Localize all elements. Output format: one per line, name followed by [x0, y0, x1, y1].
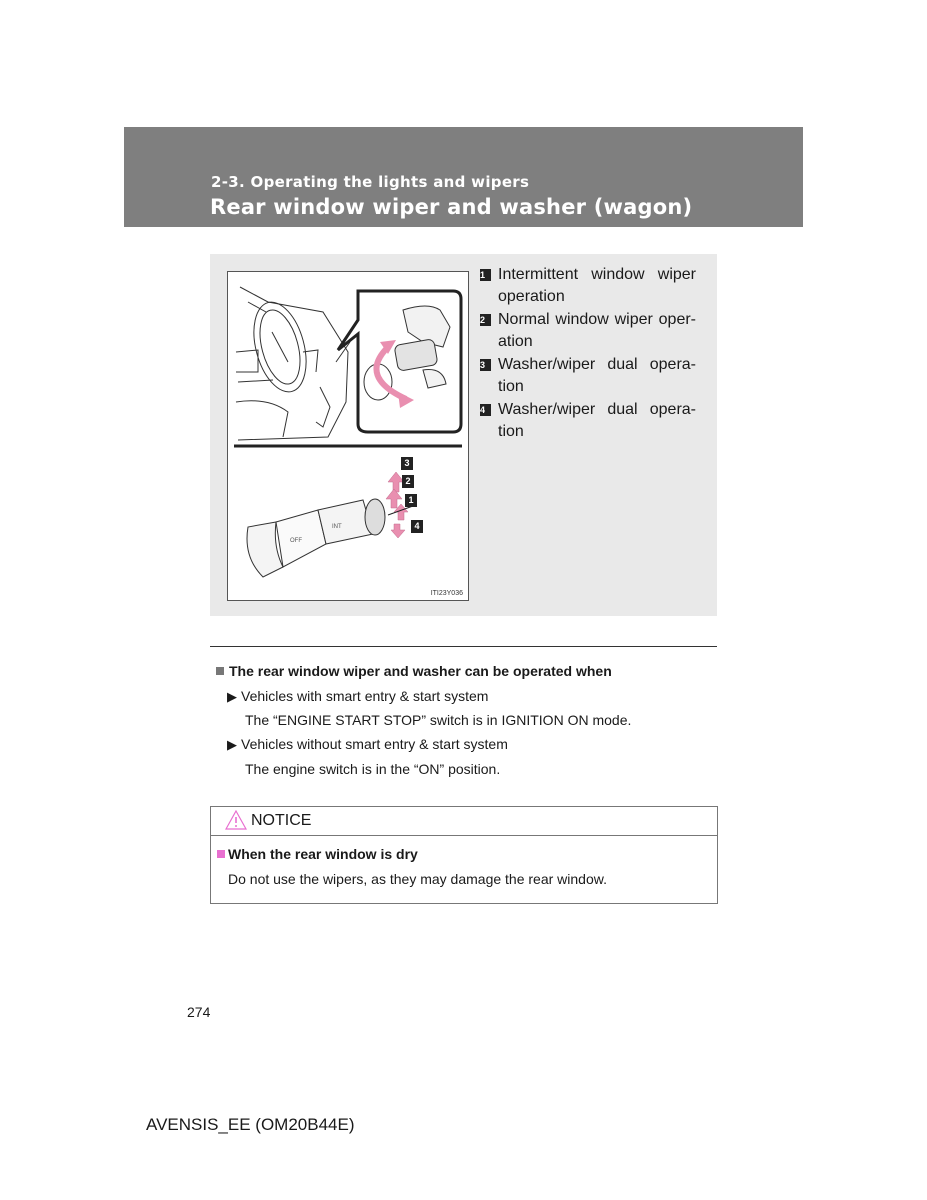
callout-4: 4 [411, 520, 423, 533]
footer-code: AVENSIS_EE (OM20B44E) [146, 1115, 355, 1134]
condition-label-text: Vehicles with smart entry & start system [241, 688, 489, 704]
triangle-bullet-icon: ▶ [227, 737, 237, 752]
step-number: 2 [480, 314, 491, 326]
condition-label [227, 688, 488, 705]
page-title: Rear window wiper and washer (wagon) [210, 195, 693, 219]
condition-label [227, 736, 508, 753]
wiper-lever-drawing [247, 499, 385, 577]
wiper-switch-illustration [227, 271, 469, 601]
callout-1: 1 [405, 494, 417, 507]
svg-text:INT: INT [332, 524, 342, 530]
step-number: 4 [480, 404, 491, 416]
step-text: Washer/wiper dual opera-tion [498, 401, 696, 440]
pink-square-icon [217, 850, 225, 858]
conditions-heading-text: The rear window wiper and washer can be operated when [229, 663, 612, 679]
step-item [480, 354, 696, 398]
figure-panel [210, 254, 717, 616]
step-item [480, 309, 696, 353]
condition-label-text: Vehicles without smart entry & start system [241, 736, 508, 752]
chapter-header [124, 127, 803, 227]
step-list [480, 264, 696, 444]
step-number: 3 [480, 359, 491, 371]
section-label: 2-3. Operating the lights and wipers [211, 173, 530, 191]
triangle-bullet-icon: ▶ [227, 689, 237, 704]
notice-title: NOTICE [251, 812, 312, 829]
square-bullet-icon [216, 667, 224, 675]
wiper-diagram [228, 272, 468, 600]
notice-subheading-text: When the rear window is dry [228, 846, 418, 862]
callout-3: 3 [401, 457, 413, 470]
step-text: Normal window wiper oper-ation [498, 311, 696, 350]
step-item [480, 399, 696, 443]
step-text: Washer/wiper dual opera-tion [498, 356, 696, 395]
page-number: 274 [187, 1004, 211, 1020]
conditions-heading [216, 663, 612, 679]
notice-box [210, 806, 718, 904]
condition-detail: The “ENGINE START STOP” switch is in IGNITION ON mode. [245, 712, 632, 728]
section-divider [210, 646, 717, 647]
step-text: Intermittent window wiper operation [498, 266, 696, 305]
notice-subheading [217, 846, 418, 862]
notice-body: Do not use the wipers, as they may damage the rear window. [228, 871, 607, 887]
step-number: 1 [480, 269, 491, 281]
notice-header [211, 807, 717, 836]
warning-icon [225, 810, 247, 830]
svg-text:OFF: OFF [290, 538, 302, 544]
figure-code: ITI23Y036 [430, 590, 463, 597]
condition-detail: The engine switch is in the “ON” position. [245, 761, 501, 777]
car-interior-drawing [236, 287, 350, 440]
callout-2: 2 [402, 475, 414, 488]
step-item [480, 264, 696, 308]
